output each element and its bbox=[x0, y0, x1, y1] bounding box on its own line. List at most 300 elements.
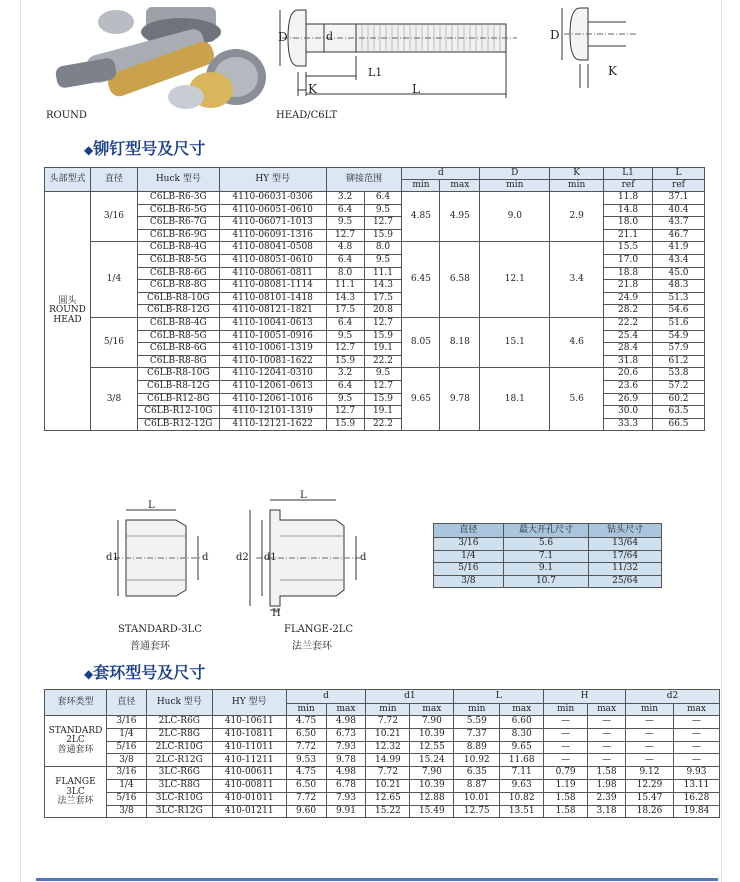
hole-table-row bbox=[434, 538, 662, 551]
hole-cell: 5.6 bbox=[503, 538, 589, 551]
collar-value-cell: 14.99 bbox=[366, 754, 410, 767]
collar-value-cell: 15.49 bbox=[410, 805, 454, 818]
grip-max-cell: 19.1 bbox=[364, 406, 402, 419]
rivet-section-title bbox=[84, 136, 205, 159]
L-cell: 54.9 bbox=[653, 330, 705, 343]
collar-value-cell: 12.75 bbox=[454, 805, 500, 818]
collar-header-max: max bbox=[588, 704, 626, 716]
L1-cell: 31.8 bbox=[604, 355, 653, 368]
hole-cell: 25/64 bbox=[589, 575, 662, 588]
caption-round: ROUND bbox=[46, 110, 87, 121]
L1-cell: 11.8 bbox=[604, 192, 653, 205]
hy-cell: 4110-06071-1013 bbox=[219, 217, 326, 230]
hole-cell: 11/32 bbox=[589, 563, 662, 576]
collar-value-cell: 16.28 bbox=[673, 792, 719, 805]
collar-value-cell: 7.72 bbox=[366, 767, 410, 780]
collar-header-L: L bbox=[454, 690, 544, 704]
hy-cell: 4110-08041-0508 bbox=[219, 242, 326, 255]
collar-value-cell: 1.58 bbox=[544, 792, 588, 805]
collar-huck-cell: 2LC-R8G bbox=[146, 728, 212, 741]
grip-min-cell: 12.7 bbox=[326, 343, 364, 356]
hy-cell: 4110-06051-0610 bbox=[219, 204, 326, 217]
collar-value-cell: 12.88 bbox=[410, 792, 454, 805]
grip-min-cell: 9.5 bbox=[326, 330, 364, 343]
d-max-cell: 8.18 bbox=[440, 317, 480, 367]
grip-max-cell: 15.9 bbox=[364, 330, 402, 343]
head-side-svg bbox=[546, 2, 646, 92]
L-cell: 43.4 bbox=[653, 254, 705, 267]
hole-cell: 5/16 bbox=[434, 563, 504, 576]
collar-header-hy: HY 型号 bbox=[212, 690, 286, 716]
collar-value-cell: — bbox=[626, 728, 674, 741]
d-max-cell: 9.78 bbox=[440, 368, 480, 431]
footer-rule bbox=[36, 878, 718, 881]
d-max-cell: 4.95 bbox=[440, 192, 480, 242]
collar-value-cell: 9.93 bbox=[673, 767, 719, 780]
standard-collar-svg bbox=[104, 500, 214, 610]
collar-hy-cell: 410-00811 bbox=[212, 779, 286, 792]
hole-size-table bbox=[433, 523, 662, 588]
grip-min-cell: 6.4 bbox=[326, 254, 364, 267]
collar-value-cell: 8.87 bbox=[454, 779, 500, 792]
header-d-max: max bbox=[440, 180, 480, 192]
grip-min-cell: 6.4 bbox=[326, 317, 364, 330]
collar-value-cell: 10.39 bbox=[410, 728, 454, 741]
L1-cell: 21.1 bbox=[604, 229, 653, 242]
hole-cell: 3/16 bbox=[434, 538, 504, 551]
collar-value-cell: 1.58 bbox=[544, 805, 588, 818]
L-cell: 57.9 bbox=[653, 343, 705, 356]
huck-cell: C6LB-R8-5G bbox=[137, 254, 219, 267]
collar-value-cell: — bbox=[544, 754, 588, 767]
diameter-cell: 3/8 bbox=[90, 368, 137, 431]
grip-max-cell: 22.2 bbox=[364, 355, 402, 368]
hy-cell: 4110-08081-1114 bbox=[219, 280, 326, 293]
diameter-cell: 1/4 bbox=[90, 242, 137, 318]
d-min-cell: 9.65 bbox=[402, 368, 440, 431]
hy-cell: 4110-08061-0811 bbox=[219, 267, 326, 280]
hole-cell: 17/64 bbox=[589, 550, 662, 563]
K-min-cell: 2.9 bbox=[550, 192, 604, 242]
collar-huck-cell: 2LC-R6G bbox=[146, 716, 212, 729]
hole-cell: 13/64 bbox=[589, 538, 662, 551]
huck-cell: C6LB-R8-6G bbox=[137, 343, 219, 356]
L1-cell: 18.8 bbox=[604, 267, 653, 280]
grip-max-cell: 6.4 bbox=[364, 192, 402, 205]
hole-table-row bbox=[434, 550, 662, 563]
L1-cell: 22.2 bbox=[604, 317, 653, 330]
header-grip: 铆接范围 bbox=[326, 168, 402, 192]
grip-min-cell: 14.3 bbox=[326, 292, 364, 305]
collar-dia-cell: 1/4 bbox=[106, 779, 146, 792]
collar-header-d1: d1 bbox=[366, 690, 454, 704]
huck-cell: C6LB-R6-9G bbox=[137, 229, 219, 242]
L1-cell: 23.6 bbox=[604, 380, 653, 393]
collar-header-max: max bbox=[673, 704, 719, 716]
collar-section-title-text: 套环型号及尺寸 bbox=[93, 663, 206, 682]
grip-min-cell: 15.9 bbox=[326, 355, 364, 368]
collar-type-label: 法兰套环 bbox=[57, 796, 94, 806]
L-cell: 45.0 bbox=[653, 267, 705, 280]
collar-value-cell: 4.98 bbox=[326, 716, 366, 729]
hole-cell: 3/8 bbox=[434, 575, 504, 588]
collar-header-min: min bbox=[286, 704, 326, 716]
collar-header-huck: Huck 型号 bbox=[146, 690, 212, 716]
hole-table-row bbox=[434, 575, 662, 588]
grip-max-cell: 22.2 bbox=[364, 418, 402, 431]
collar-spec-table bbox=[44, 689, 720, 818]
L-cell: 41.9 bbox=[653, 242, 705, 255]
collar-header-max: max bbox=[410, 704, 454, 716]
L1-cell: 18.0 bbox=[604, 217, 653, 230]
rivet-photo-image bbox=[46, 2, 276, 110]
table-row bbox=[45, 305, 705, 318]
dim-label-D: D bbox=[278, 30, 288, 44]
collar-value-cell: 8.30 bbox=[500, 728, 544, 741]
collar-value-cell: — bbox=[588, 741, 626, 754]
rivet-spec-table bbox=[44, 167, 705, 431]
collar-header-min: min bbox=[626, 704, 674, 716]
rivet-section-title-text: 铆钉型号及尺寸 bbox=[93, 139, 206, 158]
collar-huck-cell: 3LC-R12G bbox=[146, 805, 212, 818]
collar-value-cell: 9.63 bbox=[500, 779, 544, 792]
grip-min-cell: 3.2 bbox=[326, 192, 364, 205]
hy-cell: 4110-12061-0613 bbox=[219, 380, 326, 393]
hole-table-row bbox=[434, 563, 662, 576]
collar-header-d: d bbox=[286, 690, 366, 704]
collar-value-cell: 13.11 bbox=[673, 779, 719, 792]
huck-cell: C6LB-R8-4G bbox=[137, 242, 219, 255]
header-hy: HY 型号 bbox=[219, 168, 326, 192]
hy-cell: 4110-06031-0306 bbox=[219, 192, 326, 205]
hy-cell: 4110-08121-1821 bbox=[219, 305, 326, 318]
std-dim-L: L bbox=[148, 500, 155, 511]
collar-value-cell: 12.65 bbox=[366, 792, 410, 805]
table-row bbox=[45, 779, 720, 792]
L1-cell: 26.9 bbox=[604, 393, 653, 406]
table-row bbox=[45, 805, 720, 818]
collar-value-cell: — bbox=[544, 728, 588, 741]
huck-cell: C6LB-R6-5G bbox=[137, 204, 219, 217]
grip-min-cell: 17.5 bbox=[326, 305, 364, 318]
table-row bbox=[45, 204, 705, 217]
grip-min-cell: 3.2 bbox=[326, 368, 364, 381]
collar-value-cell: 6.60 bbox=[500, 716, 544, 729]
grip-max-cell: 12.7 bbox=[364, 317, 402, 330]
collar-value-cell: 7.11 bbox=[500, 767, 544, 780]
header-L1-ref: ref bbox=[604, 180, 653, 192]
collar-value-cell: 15.47 bbox=[626, 792, 674, 805]
L1-cell: 24.9 bbox=[604, 292, 653, 305]
L1-cell: 14.8 bbox=[604, 204, 653, 217]
caption-standard-2: 普通套环 bbox=[130, 641, 170, 652]
grip-max-cell: 12.7 bbox=[364, 380, 402, 393]
K-min-cell: 3.4 bbox=[550, 242, 604, 318]
collar-value-cell: 10.21 bbox=[366, 728, 410, 741]
hy-cell: 4110-12121-1622 bbox=[219, 418, 326, 431]
collar-value-cell: 10.92 bbox=[454, 754, 500, 767]
header-L: L bbox=[653, 168, 705, 180]
collar-value-cell: 13.51 bbox=[500, 805, 544, 818]
grip-max-cell: 17.5 bbox=[364, 292, 402, 305]
L1-cell: 17.0 bbox=[604, 254, 653, 267]
fl-dim-d2: d2 bbox=[236, 552, 249, 563]
bullet-diamond-icon: ◆ bbox=[84, 667, 94, 681]
header-d: d bbox=[402, 168, 480, 180]
collar-value-cell: 2.39 bbox=[588, 792, 626, 805]
side-dim-K: K bbox=[608, 64, 617, 78]
table-row bbox=[45, 368, 705, 381]
collar-value-cell: — bbox=[626, 754, 674, 767]
caption-standard-1: STANDARD-3LC bbox=[118, 624, 202, 635]
L1-cell: 20.6 bbox=[604, 368, 653, 381]
D-min-cell: 15.1 bbox=[480, 317, 550, 367]
page-margin-left bbox=[20, 0, 21, 882]
collar-huck-cell: 3LC-R8G bbox=[146, 779, 212, 792]
collar-type-cell bbox=[45, 716, 107, 767]
hole-cell: 10.7 bbox=[503, 575, 589, 588]
huck-cell: C6LB-R12-12G bbox=[137, 418, 219, 431]
collar-value-cell: 10.01 bbox=[454, 792, 500, 805]
table-row bbox=[45, 716, 720, 729]
collar-value-cell: 6.50 bbox=[286, 728, 326, 741]
grip-max-cell: 15.9 bbox=[364, 393, 402, 406]
grip-min-cell: 4.8 bbox=[326, 242, 364, 255]
collar-value-cell: — bbox=[588, 754, 626, 767]
table-row bbox=[45, 217, 705, 230]
grip-max-cell: 14.3 bbox=[364, 280, 402, 293]
collar-type-label: 2LC bbox=[66, 735, 85, 746]
L-cell: 53.8 bbox=[653, 368, 705, 381]
collar-value-cell: — bbox=[673, 728, 719, 741]
table-row bbox=[45, 767, 720, 780]
collar-header-min: min bbox=[366, 704, 410, 716]
table-row bbox=[45, 741, 720, 754]
diameter-cell: 3/16 bbox=[90, 192, 137, 242]
collar-type-label: FLANGE bbox=[55, 777, 96, 788]
hole-cell: 1/4 bbox=[434, 550, 504, 563]
caption-flange-1: FLANGE-2LC bbox=[284, 624, 354, 635]
grip-max-cell: 9.5 bbox=[364, 254, 402, 267]
collar-header-min: min bbox=[454, 704, 500, 716]
L-cell: 43.7 bbox=[653, 217, 705, 230]
hy-cell: 4110-10051-0916 bbox=[219, 330, 326, 343]
grip-min-cell: 15.9 bbox=[326, 418, 364, 431]
header-huck: Huck 型号 bbox=[137, 168, 219, 192]
collar-header-type: 套环类型 bbox=[45, 690, 107, 716]
huck-cell: C6LB-R6-3G bbox=[137, 192, 219, 205]
table-row bbox=[45, 254, 705, 267]
collar-value-cell: 7.90 bbox=[410, 767, 454, 780]
hole-cell: 7.1 bbox=[503, 550, 589, 563]
d-min-cell: 4.85 bbox=[402, 192, 440, 242]
collar-hy-cell: 410-10611 bbox=[212, 716, 286, 729]
collar-value-cell: 6.73 bbox=[326, 728, 366, 741]
grip-max-cell: 8.0 bbox=[364, 242, 402, 255]
hole-cell: 9.1 bbox=[503, 563, 589, 576]
collar-value-cell: — bbox=[588, 728, 626, 741]
hy-cell: 4110-12041-0310 bbox=[219, 368, 326, 381]
page-margin-right bbox=[721, 0, 722, 882]
L1-cell: 30.0 bbox=[604, 406, 653, 419]
standard-collar-drawing bbox=[104, 500, 214, 610]
grip-max-cell: 20.8 bbox=[364, 305, 402, 318]
collar-value-cell: — bbox=[544, 716, 588, 729]
hole-header-max: 最大开孔尺寸 bbox=[503, 524, 589, 538]
table-row bbox=[45, 267, 705, 280]
L1-cell: 33.3 bbox=[604, 418, 653, 431]
table-row bbox=[45, 292, 705, 305]
collar-type-label: STANDARD bbox=[48, 725, 103, 736]
rivet-photo bbox=[46, 2, 276, 110]
collar-value-cell: 9.12 bbox=[626, 767, 674, 780]
collar-value-cell: 9.60 bbox=[286, 805, 326, 818]
table-row bbox=[45, 355, 705, 368]
hole-header-drill: 钻头尺寸 bbox=[589, 524, 662, 538]
grip-max-cell: 11.1 bbox=[364, 267, 402, 280]
huck-cell: C6LB-R8-8G bbox=[137, 280, 219, 293]
collar-value-cell: 5.59 bbox=[454, 716, 500, 729]
collar-huck-cell: 2LC-R12G bbox=[146, 754, 212, 767]
header-L-ref: ref bbox=[653, 180, 705, 192]
L1-cell: 25.4 bbox=[604, 330, 653, 343]
collar-dia-cell: 5/16 bbox=[106, 741, 146, 754]
L1-cell: 28.2 bbox=[604, 305, 653, 318]
grip-min-cell: 6.4 bbox=[326, 380, 364, 393]
L-cell: 46.7 bbox=[653, 229, 705, 242]
collar-type-label: 3LC bbox=[66, 786, 85, 797]
collar-value-cell: 7.72 bbox=[286, 741, 326, 754]
table-row bbox=[45, 418, 705, 431]
std-dim-d: d bbox=[202, 552, 209, 563]
collar-value-cell: 12.32 bbox=[366, 741, 410, 754]
caption-flange-2: 法兰套环 bbox=[292, 641, 332, 652]
grip-min-cell: 11.1 bbox=[326, 280, 364, 293]
collar-value-cell: 11.68 bbox=[500, 754, 544, 767]
collar-dia-cell: 3/8 bbox=[106, 754, 146, 767]
hy-cell: 4110-12101-1319 bbox=[219, 406, 326, 419]
collar-value-cell: 9.53 bbox=[286, 754, 326, 767]
L-cell: 40.4 bbox=[653, 204, 705, 217]
collar-value-cell: — bbox=[544, 741, 588, 754]
collar-type-cell bbox=[45, 767, 107, 818]
collar-value-cell: 10.21 bbox=[366, 779, 410, 792]
head-type-label: 圆头 bbox=[58, 295, 77, 306]
collar-header-H: H bbox=[544, 690, 626, 704]
grip-min-cell: 12.7 bbox=[326, 229, 364, 242]
L-cell: 51.6 bbox=[653, 317, 705, 330]
fl-dim-L: L bbox=[300, 490, 307, 501]
d-max-cell: 6.58 bbox=[440, 242, 480, 318]
table-row bbox=[45, 343, 705, 356]
collar-value-cell: 7.90 bbox=[410, 716, 454, 729]
L1-cell: 28.4 bbox=[604, 343, 653, 356]
L-cell: 60.2 bbox=[653, 393, 705, 406]
L-cell: 63.5 bbox=[653, 406, 705, 419]
collar-value-cell: 15.22 bbox=[366, 805, 410, 818]
collar-header-dia: 直径 bbox=[106, 690, 146, 716]
collar-section-title bbox=[84, 660, 205, 683]
table-row bbox=[45, 192, 705, 205]
collar-value-cell: — bbox=[626, 716, 674, 729]
table-row bbox=[45, 229, 705, 242]
head-type-label: ROUND bbox=[49, 305, 86, 316]
collar-value-cell: 12.29 bbox=[626, 779, 674, 792]
hy-cell: 4110-10041-0613 bbox=[219, 317, 326, 330]
collar-hy-cell: 410-11211 bbox=[212, 754, 286, 767]
huck-cell: C6LB-R8-12G bbox=[137, 380, 219, 393]
huck-cell: C6LB-R12-8G bbox=[137, 393, 219, 406]
collar-dia-cell: 3/16 bbox=[106, 767, 146, 780]
collar-value-cell: — bbox=[626, 741, 674, 754]
header-D: D bbox=[480, 168, 550, 180]
K-min-cell: 5.6 bbox=[550, 368, 604, 431]
table-row bbox=[45, 242, 705, 255]
dim-label-d: d bbox=[326, 30, 334, 43]
collar-value-cell: 6.78 bbox=[326, 779, 366, 792]
L1-cell: 21.8 bbox=[604, 280, 653, 293]
huck-cell: C6LB-R8-5G bbox=[137, 330, 219, 343]
grip-min-cell: 6.4 bbox=[326, 204, 364, 217]
collar-value-cell: 9.65 bbox=[500, 741, 544, 754]
huck-cell: C6LB-R8-8G bbox=[137, 355, 219, 368]
L-cell: 51.3 bbox=[653, 292, 705, 305]
huck-cell: C6LB-R8-10G bbox=[137, 292, 219, 305]
hy-cell: 4110-10081-1622 bbox=[219, 355, 326, 368]
collar-value-cell: 19.84 bbox=[673, 805, 719, 818]
collar-dia-cell: 1/4 bbox=[106, 728, 146, 741]
collar-value-cell: 3.18 bbox=[588, 805, 626, 818]
collar-huck-cell: 2LC-R10G bbox=[146, 741, 212, 754]
collar-hy-cell: 410-10811 bbox=[212, 728, 286, 741]
rivet-head-side-drawing bbox=[546, 2, 646, 92]
collar-value-cell: 9.91 bbox=[326, 805, 366, 818]
collar-header-max: max bbox=[326, 704, 366, 716]
L-cell: 61.2 bbox=[653, 355, 705, 368]
collar-value-cell: 7.72 bbox=[366, 716, 410, 729]
grip-max-cell: 19.1 bbox=[364, 343, 402, 356]
collar-value-cell: 10.39 bbox=[410, 779, 454, 792]
side-dim-D: D bbox=[550, 28, 560, 42]
huck-cell: C6LB-R8-6G bbox=[137, 267, 219, 280]
collar-value-cell: 6.35 bbox=[454, 767, 500, 780]
L-cell: 37.1 bbox=[653, 192, 705, 205]
diameter-cell: 5/16 bbox=[90, 317, 137, 367]
collar-value-cell: — bbox=[588, 716, 626, 729]
grip-max-cell: 12.7 bbox=[364, 217, 402, 230]
collar-hy-cell: 410-11011 bbox=[212, 741, 286, 754]
huck-cell: C6LB-R12-10G bbox=[137, 406, 219, 419]
collar-value-cell: 7.72 bbox=[286, 792, 326, 805]
huck-cell: C6LB-R8-10G bbox=[137, 368, 219, 381]
grip-min-cell: 12.7 bbox=[326, 406, 364, 419]
collar-dia-cell: 3/8 bbox=[106, 805, 146, 818]
collar-value-cell: 4.75 bbox=[286, 767, 326, 780]
collar-value-cell: — bbox=[673, 741, 719, 754]
fl-dim-d: d bbox=[360, 552, 367, 563]
collar-hy-cell: 410-00611 bbox=[212, 767, 286, 780]
collar-value-cell: 4.75 bbox=[286, 716, 326, 729]
L-cell: 66.5 bbox=[653, 418, 705, 431]
collar-header-d2: d2 bbox=[626, 690, 720, 704]
collar-value-cell: 1.98 bbox=[588, 779, 626, 792]
collar-value-cell: 9.78 bbox=[326, 754, 366, 767]
collar-dia-cell: 3/16 bbox=[106, 716, 146, 729]
head-type-cell bbox=[45, 192, 91, 431]
collar-header-max: max bbox=[500, 704, 544, 716]
fl-dim-H: H bbox=[272, 608, 281, 619]
collar-dia-cell: 5/16 bbox=[106, 792, 146, 805]
